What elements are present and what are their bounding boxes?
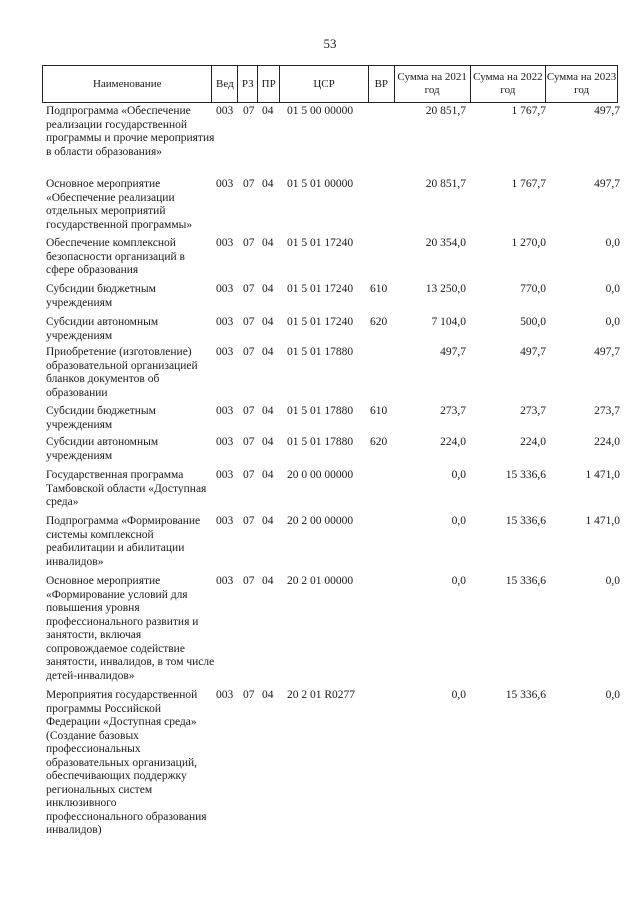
header-vr: ВР [369, 66, 395, 102]
row-vr: 620 [370, 436, 388, 448]
header-csr: ЦСР [280, 66, 369, 102]
row-rz: 07 [243, 405, 255, 417]
row-csr: 01 5 01 00000 [287, 178, 354, 190]
row-pr: 04 [262, 436, 274, 448]
page-number: 53 [323, 36, 337, 51]
header-ved: Вед [212, 66, 238, 102]
row-rz: 07 [243, 469, 255, 481]
row-csr: 20 2 00 00000 [287, 515, 354, 527]
row-sum-2023: 0,0 [605, 689, 620, 701]
row-rz: 07 [243, 316, 255, 328]
header-name: Наименование [43, 66, 212, 102]
row-sum-2023: 497,7 [594, 178, 620, 190]
row-sum-2022: 273,7 [520, 405, 546, 417]
row-sum-2021: 7 104,0 [431, 316, 466, 328]
row-sum-2023: 497,7 [594, 346, 620, 358]
row-sum-2022: 15 336,6 [505, 689, 546, 701]
row-csr: 01 5 01 17880 [287, 436, 354, 448]
row-csr: 01 5 01 17240 [287, 316, 354, 328]
row-csr: 20 2 01 00000 [287, 575, 354, 587]
row-rz: 07 [243, 105, 255, 117]
row-ved: 003 [216, 178, 234, 190]
row-csr: 01 5 01 17240 [287, 283, 354, 295]
row-sum-2021: 20 851,7 [425, 178, 466, 190]
row-ved: 003 [216, 469, 234, 481]
row-name: Государственная программа Тамбовской области «Доступная среда» [46, 469, 207, 508]
row-sum-2023: 1 471,0 [585, 515, 620, 527]
row-sum-2022: 1 767,7 [511, 178, 546, 190]
row-sum-2022: 770,0 [520, 283, 546, 295]
row-ved: 003 [216, 105, 234, 117]
row-rz: 07 [243, 575, 255, 587]
row-sum-2023: 0,0 [605, 237, 620, 249]
row-rz: 07 [243, 346, 255, 358]
header-sum-2021: Сумма на 2021 год [395, 66, 471, 102]
row-name: Мероприятия государственной программы Российской Федерации «Доступная среда» (Создание базовых профессиональных образовательных организаций, обеспечивающих поддержку региональных систем инклюзивного профессионального образования инвалидов) [46, 689, 207, 836]
row-sum-2021: 0,0 [451, 689, 466, 701]
row-ved: 003 [216, 346, 234, 358]
row-sum-2022: 15 336,6 [505, 469, 546, 481]
row-ved: 003 [216, 436, 234, 448]
row-sum-2023: 224,0 [594, 436, 620, 448]
row-rz: 07 [243, 283, 255, 295]
row-pr: 04 [262, 178, 274, 190]
row-csr: 01 5 01 17880 [287, 405, 354, 417]
row-ved: 003 [216, 689, 234, 701]
row-sum-2022: 224,0 [520, 436, 546, 448]
row-sum-2023: 0,0 [605, 316, 620, 328]
row-ved: 003 [216, 405, 234, 417]
row-sum-2023: 497,7 [594, 105, 620, 117]
row-pr: 04 [262, 237, 274, 249]
row-name: Основное мероприятие «Обеспечение реализации отдельных мероприятий государственной программы» [46, 178, 193, 231]
row-vr: 610 [370, 405, 388, 417]
row-sum-2022: 15 336,6 [505, 515, 546, 527]
row-sum-2021: 224,0 [440, 436, 466, 448]
row-sum-2021: 0,0 [451, 575, 466, 587]
header-pr: ПР [258, 66, 280, 102]
row-sum-2022: 1 767,7 [511, 105, 546, 117]
row-sum-2021: 0,0 [451, 515, 466, 527]
row-ved: 003 [216, 283, 234, 295]
row-vr: 610 [370, 283, 388, 295]
row-ved: 003 [216, 515, 234, 527]
row-pr: 04 [262, 283, 274, 295]
row-name: Субсидии бюджетным учреждениям [46, 283, 156, 309]
row-csr: 20 2 01 R0277 [287, 689, 356, 701]
row-sum-2023: 273,7 [594, 405, 620, 417]
row-name: Обеспечение комплексной безопасности организаций в сфере образования [46, 237, 185, 276]
row-sum-2021: 13 250,0 [425, 283, 466, 295]
row-vr: 620 [370, 316, 388, 328]
row-ved: 003 [216, 575, 234, 587]
row-pr: 04 [262, 346, 274, 358]
row-pr: 04 [262, 515, 274, 527]
row-name: Субсидии автономным учреждениям [46, 436, 159, 462]
row-sum-2021: 273,7 [440, 405, 466, 417]
header-rz: РЗ [238, 66, 258, 102]
row-pr: 04 [262, 405, 274, 417]
row-name: Подпрограмма «Обеспечение реализации государственной программы и прочие мероприятия в области образования» [46, 105, 215, 158]
row-sum-2022: 497,7 [520, 346, 546, 358]
row-csr: 01 5 00 00000 [287, 105, 354, 117]
row-rz: 07 [243, 515, 255, 527]
row-sum-2023: 0,0 [605, 575, 620, 587]
row-name: Субсидии автономным учреждениям [46, 316, 159, 342]
row-name: Подпрограмма «Формирование системы комплексной реабилитации и абилитации инвалидов» [46, 515, 201, 568]
row-ved: 003 [216, 316, 234, 328]
row-csr: 20 0 00 00000 [287, 469, 354, 481]
row-sum-2023: 1 471,0 [585, 469, 620, 481]
row-sum-2021: 20 354,0 [425, 237, 466, 249]
row-name: Основное мероприятие «Формирование условий для повышения уровня профессионального развития и занятости, включая сопровождаемое содействие занятости, инвалидов, в том числе детей-инвалидов» [46, 575, 215, 682]
row-pr: 04 [262, 105, 274, 117]
row-csr: 01 5 01 17240 [287, 237, 354, 249]
header-sum-2022: Сумма на 2022 год [471, 66, 547, 102]
row-sum-2021: 497,7 [440, 346, 466, 358]
row-sum-2021: 0,0 [451, 469, 466, 481]
row-pr: 04 [262, 689, 274, 701]
row-name: Субсидии бюджетным учреждениям [46, 405, 156, 431]
row-pr: 04 [262, 469, 274, 481]
row-rz: 07 [243, 436, 255, 448]
row-sum-2021: 20 851,7 [425, 105, 466, 117]
row-sum-2022: 500,0 [520, 316, 546, 328]
row-sum-2022: 15 336,6 [505, 575, 546, 587]
row-csr: 01 5 01 17880 [287, 346, 354, 358]
row-sum-2022: 1 270,0 [511, 237, 546, 249]
row-pr: 04 [262, 316, 274, 328]
header-sum-2023: Сумма на 2023 год [546, 71, 617, 96]
row-rz: 07 [243, 689, 255, 701]
row-ved: 003 [216, 237, 234, 249]
row-sum-2023: 0,0 [605, 283, 620, 295]
row-rz: 07 [243, 237, 255, 249]
row-name: Приобретение (изготовление) образовательной организацией бланков документов об образовании [46, 346, 198, 399]
row-pr: 04 [262, 575, 274, 587]
row-rz: 07 [243, 178, 255, 190]
